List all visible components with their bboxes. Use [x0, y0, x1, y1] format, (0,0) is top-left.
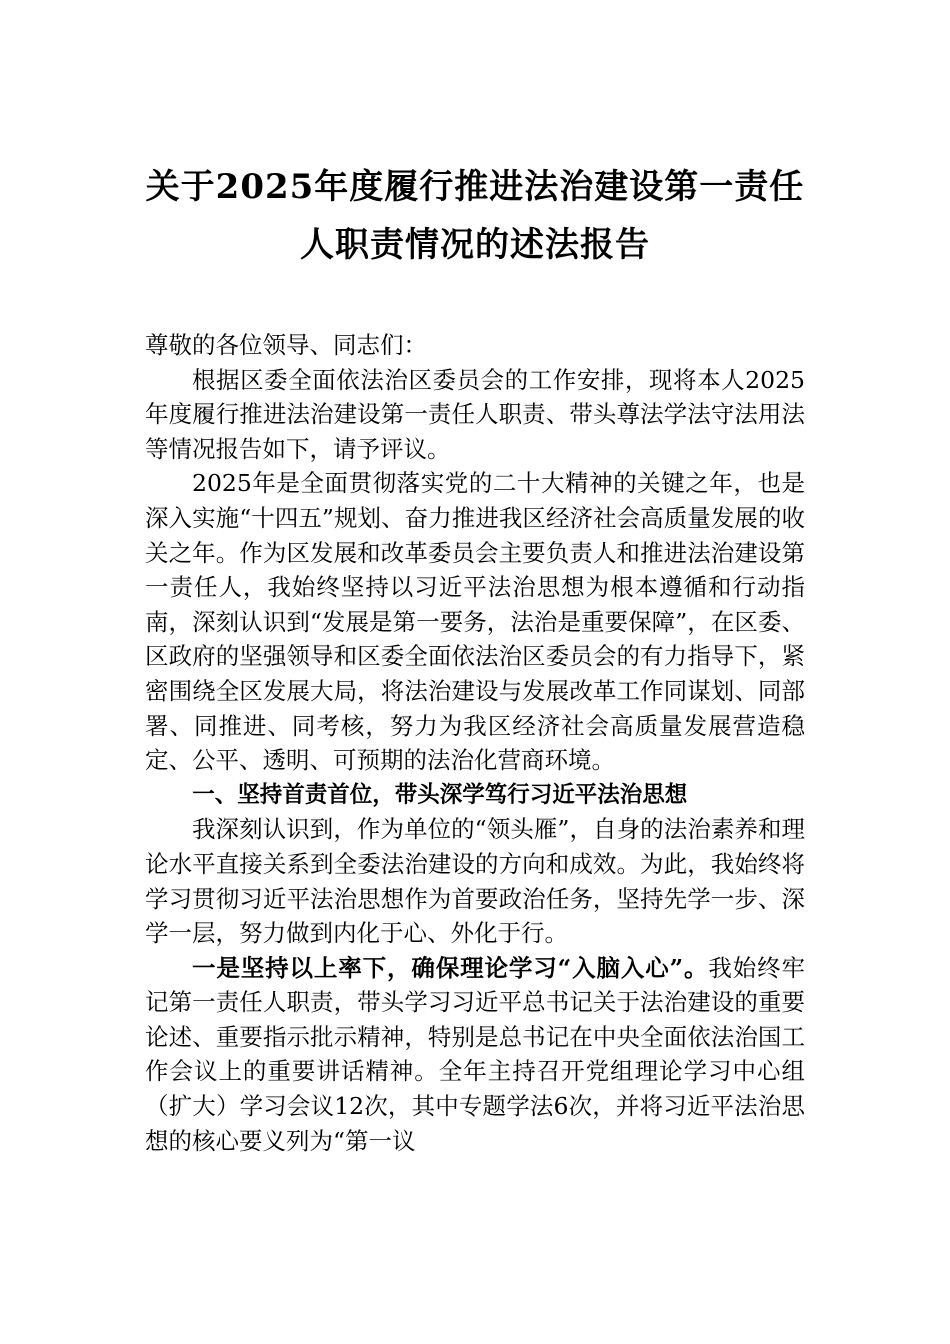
paragraph-section1-point1 — [145, 951, 805, 1159]
document-body — [145, 328, 805, 1158]
paragraph-section1-intro: 我深刻认识到，作为单位的“领头雁”，自身的法治素养和理论水平直接关系到全委法治建设的方向和成效。为此，我始终将学习贯彻习近平法治思想作为首要政治任务，坚持先学一步、深学一层，努力做到内化于心、外化于行。 — [145, 815, 805, 948]
title-line-1: 关于2025年度履行推进法治建设第一责任 — [145, 167, 805, 207]
point-text: 我始终牢记第一责任人职责，带头学习习近平总书记关于法治建设的重要论述、重要指示批示精神，特别是总书记在中央全面依法治国工作会议上的重要讲话精神。全年主持召开党组理论学习中心组（扩大）学习会议12次，其中专题学法6次，并将习近平法治思想的核心要义列为“第一议 — [145, 953, 805, 1155]
paragraph-background: 2025年是全面贯彻落实党的二十大精神的关键之年，也是深入实施“十四五”规划、奋力推进我区经济社会高质量发展的收关之年。作为区发展和改革委员会主要负责人和推进法治建设第一责任人，我始终坚持以习近平法治思想为根本遵循和行动指南，深刻认识到“发展是第一要务，法治是重要保障”，在区委、区政府的坚强领导和区委全面依法治区委员会的有力指导下，紧密围绕全区发展大局，将法治建设与发展改革工作同谋划、同部署、同推进、同考核，努力为我区经济社会高质量发展营造稳定、公平、透明、可预期的法治化营商环境。 — [145, 469, 805, 775]
title-line-2: 人职责情况的述法报告 — [300, 225, 650, 265]
paragraph-intro: 根据区委全面依法治区委员会的工作安排，现将本人2025年度履行推进法治建设第一责任人职责、带头尊法学法守法用法等情况报告如下，请予评议。 — [145, 365, 805, 463]
point-lead: 一是坚持以上率下，确保理论学习“入脑入心”。 — [192, 953, 709, 982]
salutation: 尊敬的各位领导、同志们： — [145, 331, 427, 359]
document-title — [140, 158, 810, 274]
section-heading-1: 一、坚持首责首位，带头深学笃行习近平法治思想 — [192, 781, 688, 808]
